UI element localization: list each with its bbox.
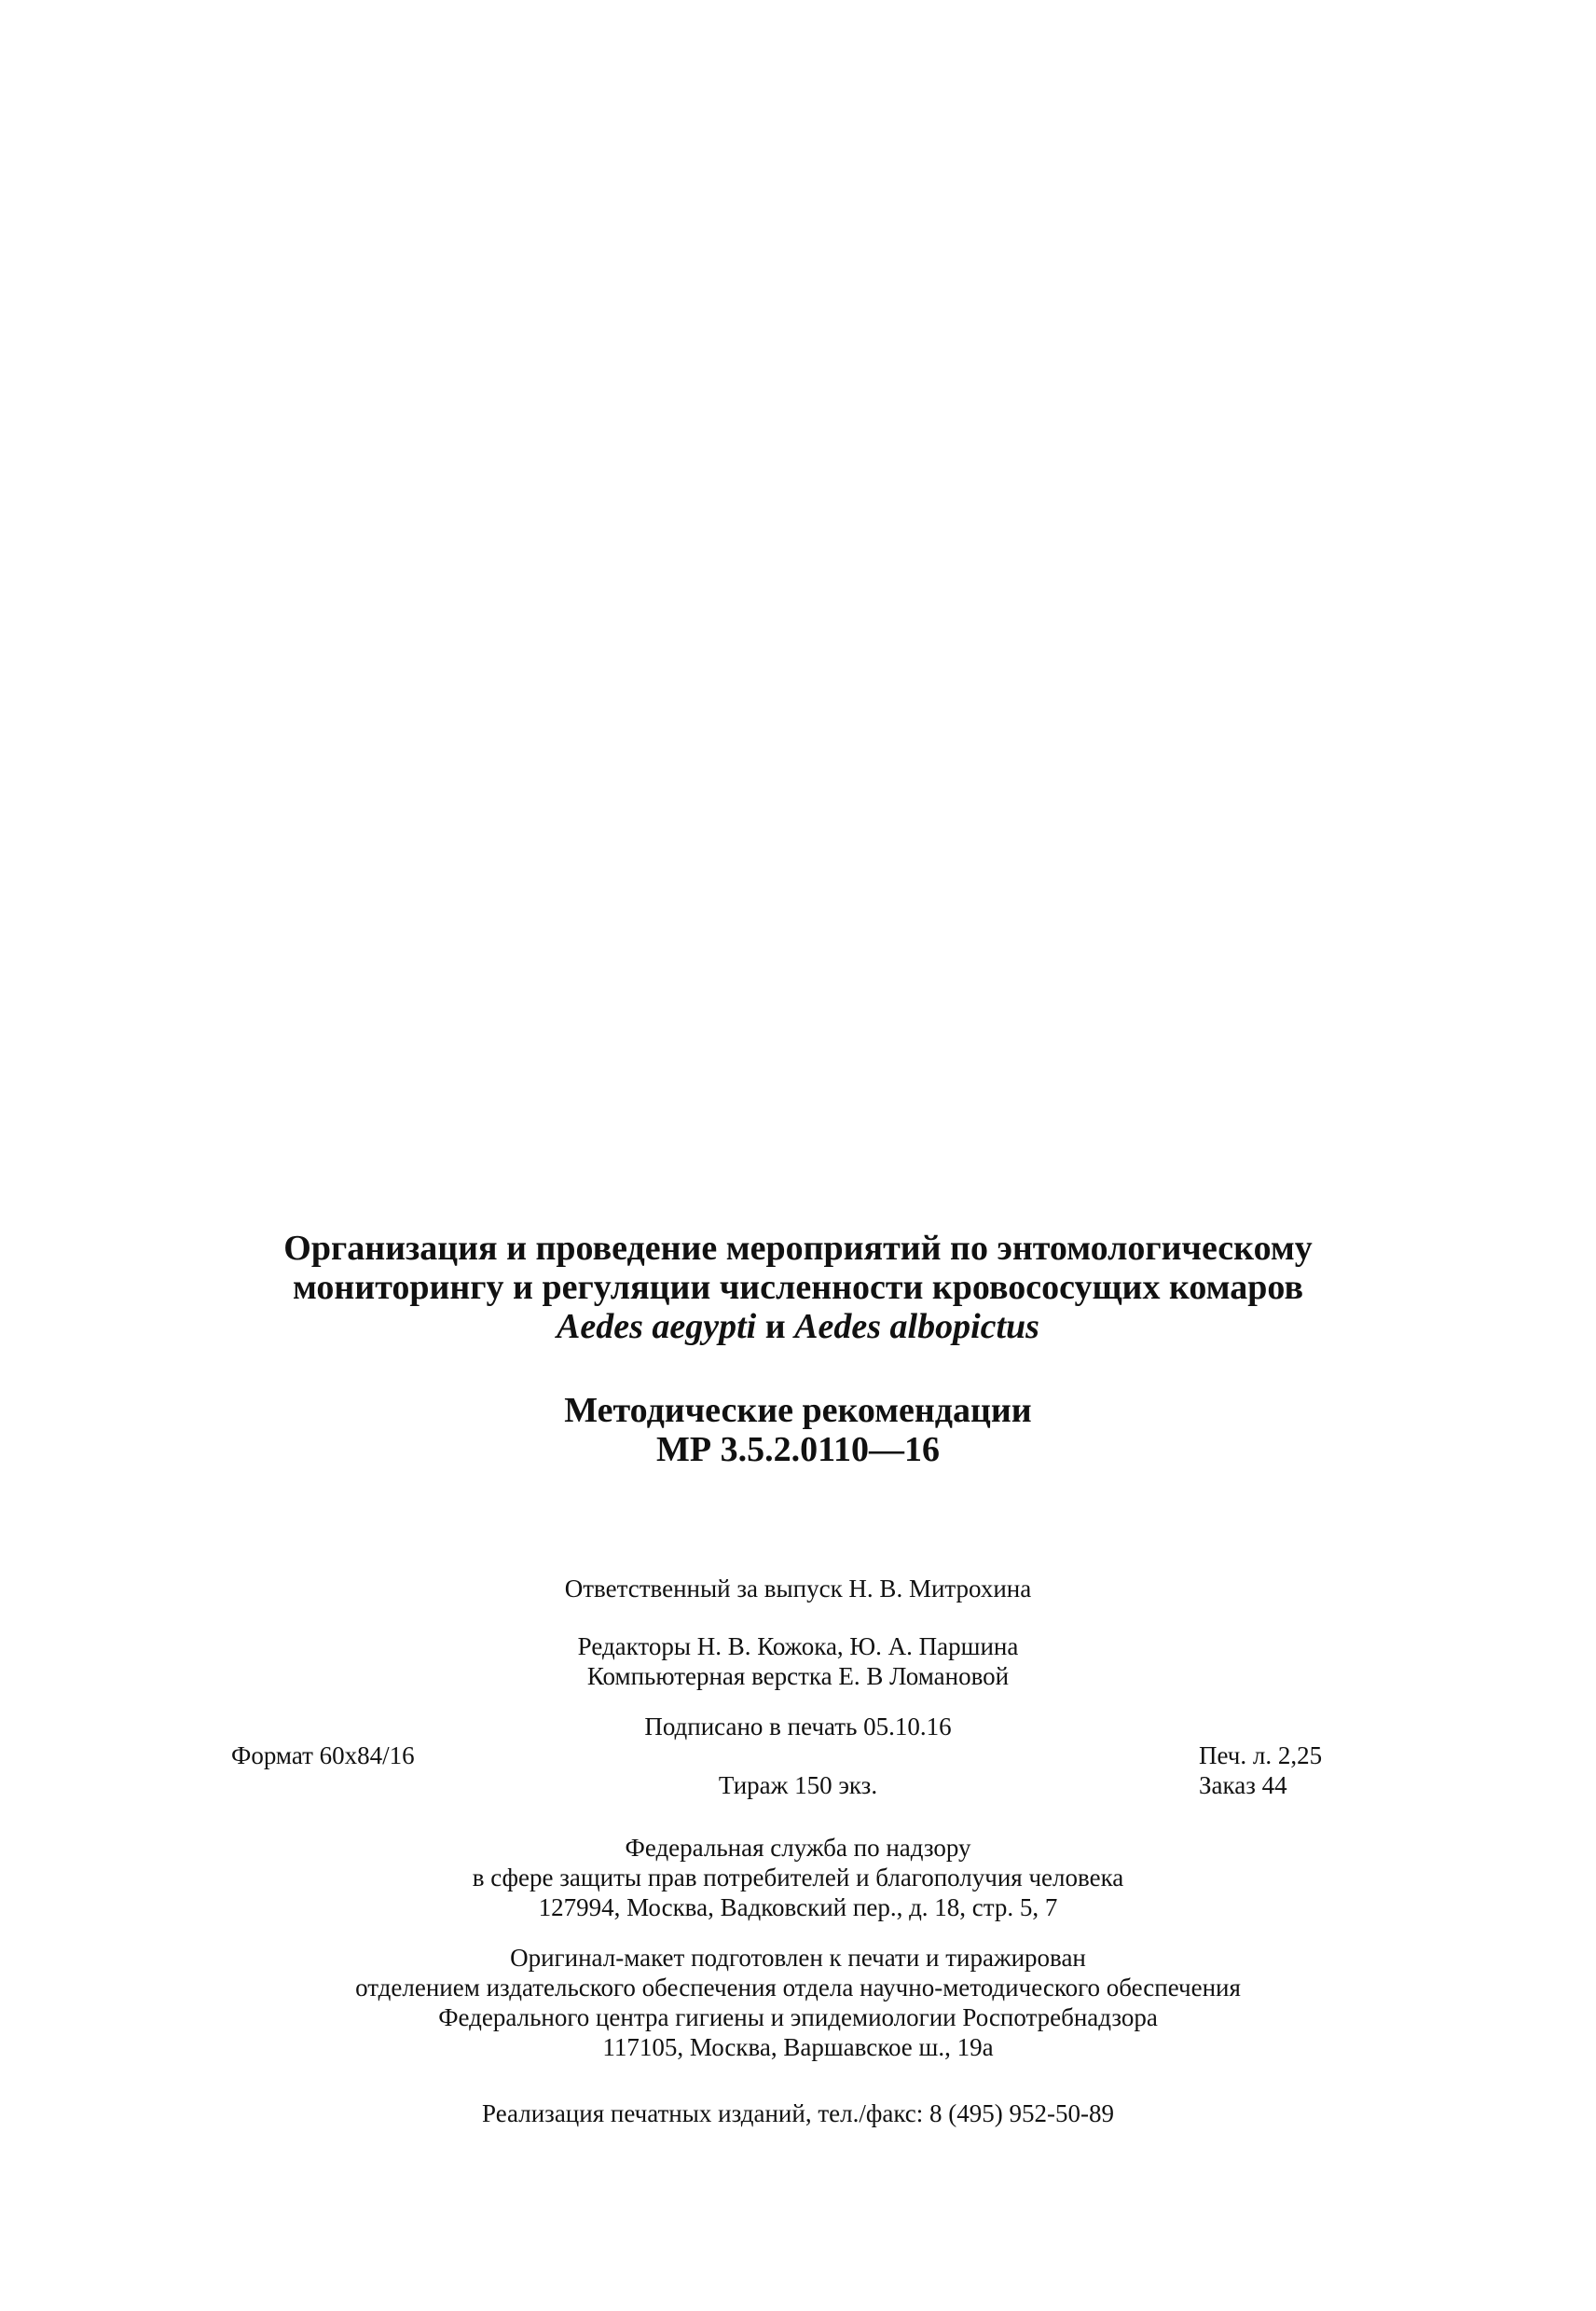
responsible-person: Ответственный за выпуск Н. В. Митрохина [564, 1575, 1032, 1603]
title-line-1: Организация и проведение мероприятий по энтомологическому [283, 1229, 1313, 1268]
species-aegypti: Aedes aegypti [557, 1307, 757, 1346]
publisher-address: 127994, Москва, Вадковский пер., д. 18, стр. 5, 7 [538, 1893, 1058, 1921]
publisher-line-2: в сфере защиты прав потребителей и благополучия человека [472, 1864, 1124, 1891]
publisher-line-1: Федеральная служба по надзору [625, 1834, 971, 1862]
signed-to-print: Подписано в печать 05.10.16 [644, 1713, 952, 1740]
title-line-3 [0, 1307, 1596, 1346]
document-subtitle [0, 1391, 1596, 1469]
original-address: 117105, Москва, Варшавское ш., 19а [602, 2033, 994, 2061]
order-number: Заказ 44 [1199, 1771, 1287, 1799]
original-layout-block [0, 1943, 1596, 2062]
print-details-right [1199, 1740, 1322, 1800]
paper-format: Формат 60x84/16 [231, 1741, 415, 1769]
original-line-3: Федерального центра гигиены и эпидемиологии Роспотребнадзора [438, 2003, 1158, 2031]
document-number: МР 3.5.2.0110—16 [656, 1430, 940, 1469]
species-albopictus: Aedes albopictus [794, 1307, 1039, 1346]
original-line-2: отделением издательского обеспечения отдела научно-методического обеспечения [355, 1974, 1241, 2001]
printed-sheets: Печ. л. 2,25 [1199, 1741, 1323, 1769]
original-line-1: Оригинал-макет подготовлен к печати и тиражирован [510, 1944, 1086, 1972]
publisher-block [0, 1833, 1596, 1922]
title-line-2: мониторингу и регуляции численности кровососущих комаров [293, 1268, 1303, 1307]
sales-contact: Реализация печатных изданий, тел./факс: 8 (495) 952-50-89 [482, 2099, 1114, 2127]
layout-credit: Компьютерная верстка Е. В Ломановой [586, 1662, 1010, 1690]
editors-block [0, 1631, 1596, 1691]
document-type: Методические рекомендации [564, 1391, 1032, 1430]
editors-line: Редакторы Н. В. Кожока, Ю. А. Паршина [577, 1632, 1019, 1660]
document-title [0, 1229, 1596, 1346]
print-run: Тираж 150 экз. [718, 1771, 878, 1799]
title-conjunction: и [756, 1307, 795, 1346]
